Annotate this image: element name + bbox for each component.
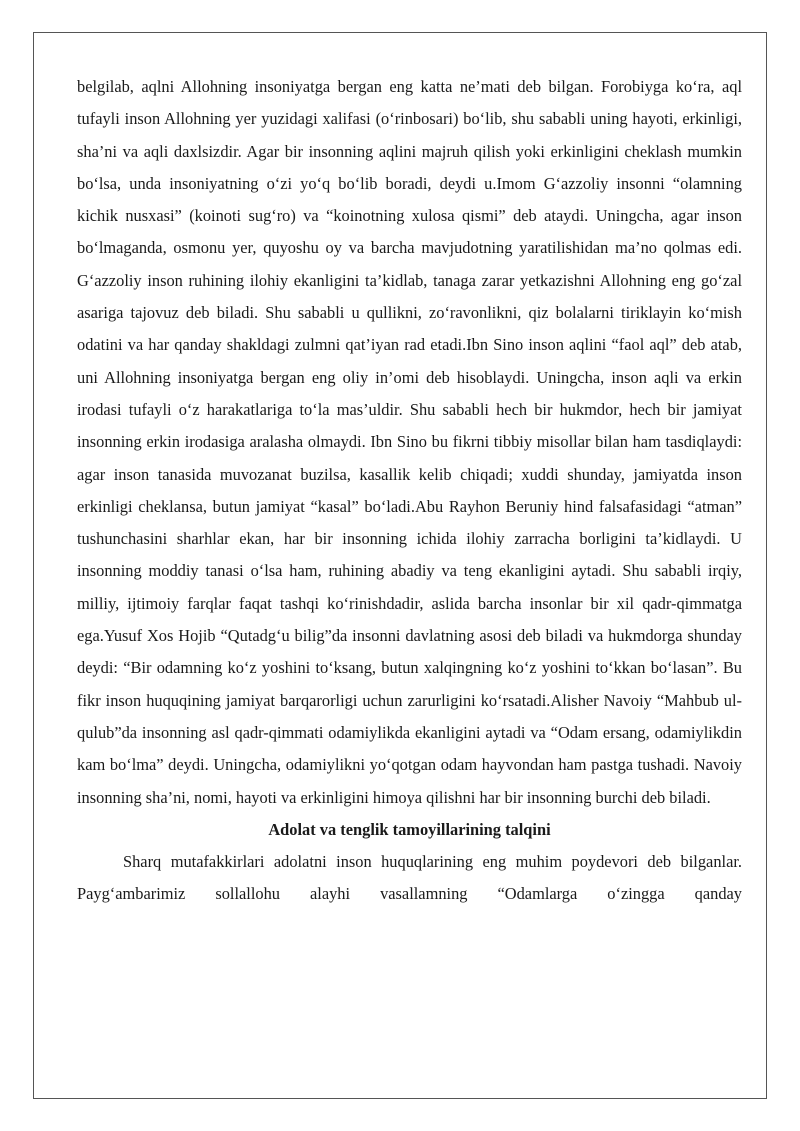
- document-body: [77, 71, 742, 911]
- body-paragraph: belgilab, aqlni Allohning insoniyatga bergan eng katta ne’mati deb bilgan. Forobiyga ko‘ra, aql tufayli inson Allohning yer yuzidagi xalifasi (o‘rinbosari) bo‘lib, shu sababli uning hayoti, erkinligi, sha’ni va aqli daxlsizdir. Agar bir insonning aqlini majruh qilish yoki erkinligini cheklash mumkin bo‘lsa, unda insoniyatning o‘zi yo‘q bo‘lib boradi, deydi u.Imom G‘azzoliy insonni “olamning kichik nusxasi” (koinoti sug‘ro) va “koinotning xulosa qismi” deb ataydi. Uningcha, agar inson bo‘lmaganda, osmonu yer, quyoshu oy va barcha mavjudotning yaratilishidan ma’no qolmas edi. G‘azzoliy inson ruhining ilohiy ekanligini ta’kidlab, tanaga zarar yetkazishni Allohning eng go‘zal asariga tajovuz deb biladi. Shu sababli u qullikni, zo‘ravonlikni, qiz bolalarni tiriklayin ko‘mish odatini va har qanday shakldagi zulmni qat’iyan rad etadi.Ibn Sino inson aqlini “faol aql” deb atab, uni Allohning insoniyatga bergan eng oliy in’omi deb hisoblaydi. Uningcha, inson aqli va erkin irodasi tufayli o‘z harakatlariga to‘la mas’uldir. Shu sababli hech bir hukmdor, hech bir jamiyat insonning erkin irodasiga aralasha olmaydi. Ibn Sino bu fikrni tibbiy misollar bilan ham tasdiqlaydi: agar inson tanasida muvozanat buzilsa, kasallik kelib chiqadi; xuddi shunday, jamiyatda inson erkinligi cheklansa, butun jamiyat “kasal” bo‘ladi.Abu Rayhon Beruniy hind falsafasidagi “atman” tushunchasini sharhlar ekan, har bir insonning ichida ilohiy zarracha borligini ta’kidlaydi. U insonning moddiy tanasi o‘lsa ham, ruhining abadiy va teng ekanligini aytadi. Shu sababli irqiy, milliy, ijtimoiy farqlar faqat tashqi ko‘rinishdadir, aslida barcha insonlar bir xil qadr-qimmatga ega.Yusuf Xos Hojib “Qutadg‘u bilig”da insonni davlatning asosi deb biladi va hukmdorga shunday deydi: “Bir odamning ko‘z yoshini to‘ksang, butun xalqingning ko‘z yoshini to‘kkan bo‘lasan”. Bu fikr inson huquqining jamiyat barqarorligi uchun zarurligini ko‘rsatadi.Alisher Navoiy “Mahbub ul-qulub”da insonning asl qadr-qimmati odamiylikda ekanligini aytadi va “Odam ersang, odamiylikdin kam bo‘lma” deydi. Uningcha, odamiylikni yo‘qotgan odam hayvondan ham pastga tushadi. Navoiy insonning sha’ni, nomi, hayoti va erkinligini himoya qilishni har bir insonning burchi deb biladi.: [77, 77, 742, 807]
- section-heading: Adolat va tenglik tamoyillarining talqini: [268, 819, 551, 839]
- body-paragraph-continued: Sharq mutafakkirlari adolatni inson huquqlarining eng muhim poydevori deb bilganlar. Payg‘ambarimiz sollallohu alayhi vasallamning “Odamlarga o‘zingga qanday: [77, 852, 742, 904]
